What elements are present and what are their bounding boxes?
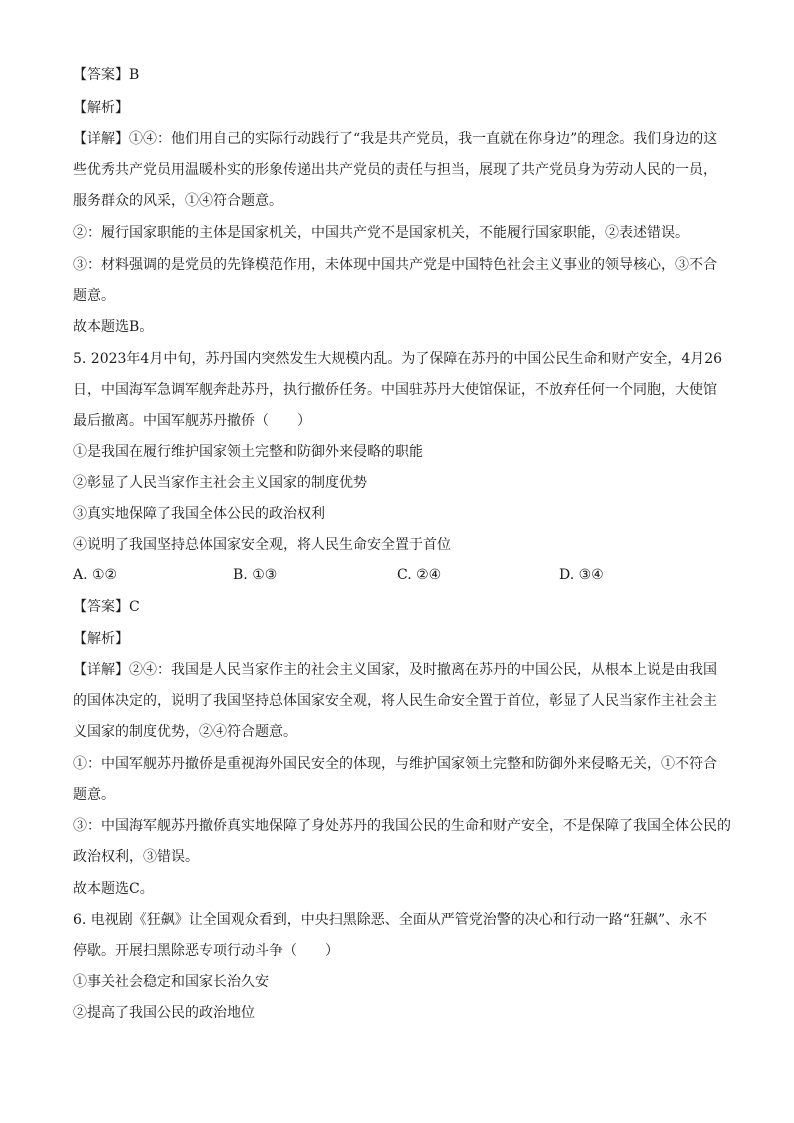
option-a: A. ①② [73,567,118,583]
statement-item: ②彰显了人民当家作主社会主义国家的制度优势 [73,475,367,491]
detail-paragraph-line: 题意。 [73,288,115,304]
detail-paragraph-line: 义国家的制度优势，②④符合题意。 [73,724,297,740]
answer-line: 【答案】B [73,67,140,83]
detail-paragraph-line: ②：履行国家职能的主体是国家机关，中国共产党不是国家机关，不能履行国家职能，②表述错误。 [73,225,689,241]
question-5-stem: 最后撤离。中国军舰苏丹撤侨（ ） [73,413,311,429]
option-c: C. ②④ [397,567,442,583]
detail-paragraph-line: 些优秀共产党员用温暖朴实的形象传递出共产党员的责任与担当，展现了共产党员身为劳动人民的一员， [73,162,717,178]
statement-item: ①事关社会稳定和国家长治久安 [73,974,269,990]
question-6-stem: 停歇。开展扫黑除恶专项行动斗争（ ） [73,943,339,959]
answer-options [73,566,733,584]
statement-item: ④说明了我国坚持总体国家安全观，将人民生命安全置于首位 [73,537,451,553]
question-6-stem: 6. 电视剧《狂飙》让全国观众看到，中央扫黑除恶、全面从严管党治警的决心和行动一路“狂飙”、永不 [73,912,708,928]
detail-paragraph-line: 【详解】②④：我国是人民当家作主的社会主义国家，及时撤离在苏丹的中国公民，从根本上说是由我国 [73,662,717,678]
analysis-heading: 【解析】 [73,100,129,116]
detail-paragraph-line: 政治权利，③错误。 [73,849,199,865]
question-5-stem: 日，中国海军急调军舰奔赴苏丹，执行撤侨任务。中国驻苏丹大使馆保证，不放弃任何一个同胞，大使馆 [73,382,717,398]
option-d: D. ③④ [559,567,604,583]
option-b: B. ①③ [233,567,278,583]
detail-paragraph-line: ③：中国海军舰苏丹撤侨真实地保障了身处苏丹的我国公民的生命和财产安全，不是保障了我国全体公民的 [73,818,731,834]
detail-paragraph-line: 服务群众的风采，①④符合题意。 [73,193,283,209]
statement-item: ③真实地保障了我国全体公民的政治权利 [73,506,325,522]
analysis-heading: 【解析】 [73,631,129,647]
detail-paragraph-line: 的国体决定的，说明了我国坚持总体国家安全观，将人民生命安全置于首位，彰显了人民当家作主社会主 [73,693,717,709]
detail-paragraph-line: 题意。 [73,787,115,803]
conclusion-line: 故本题选B。 [73,319,154,335]
conclusion-line: 故本题选C。 [73,881,154,897]
statement-item: ①是我国在履行维护国家领土完整和防御外来侵略的职能 [73,444,423,460]
detail-paragraph-line: ①：中国军舰苏丹撤侨是重视海外国民安全的体现，与维护国家领土完整和防御外来侵略无关，①不符合 [73,756,717,772]
statement-item: ②提高了我国公民的政治地位 [73,1005,255,1021]
detail-paragraph-line: ③：材料强调的是党员的先锋模范作用，未体现中国共产党是中国特色社会主义事业的领导核心，③不合 [73,257,717,273]
answer-line: 【答案】C [73,599,140,615]
question-5-stem: 5. 2023年4月中旬，苏丹国内突然发生大规模内乱。为了保障在苏丹的中国公民生命和财产安全，4月26 [73,351,723,367]
detail-paragraph-line: 【详解】①④：他们用自己的实际行动践行了“我是共产党员，我一直就在你身边”的理念。我们身边的这 [73,131,718,147]
